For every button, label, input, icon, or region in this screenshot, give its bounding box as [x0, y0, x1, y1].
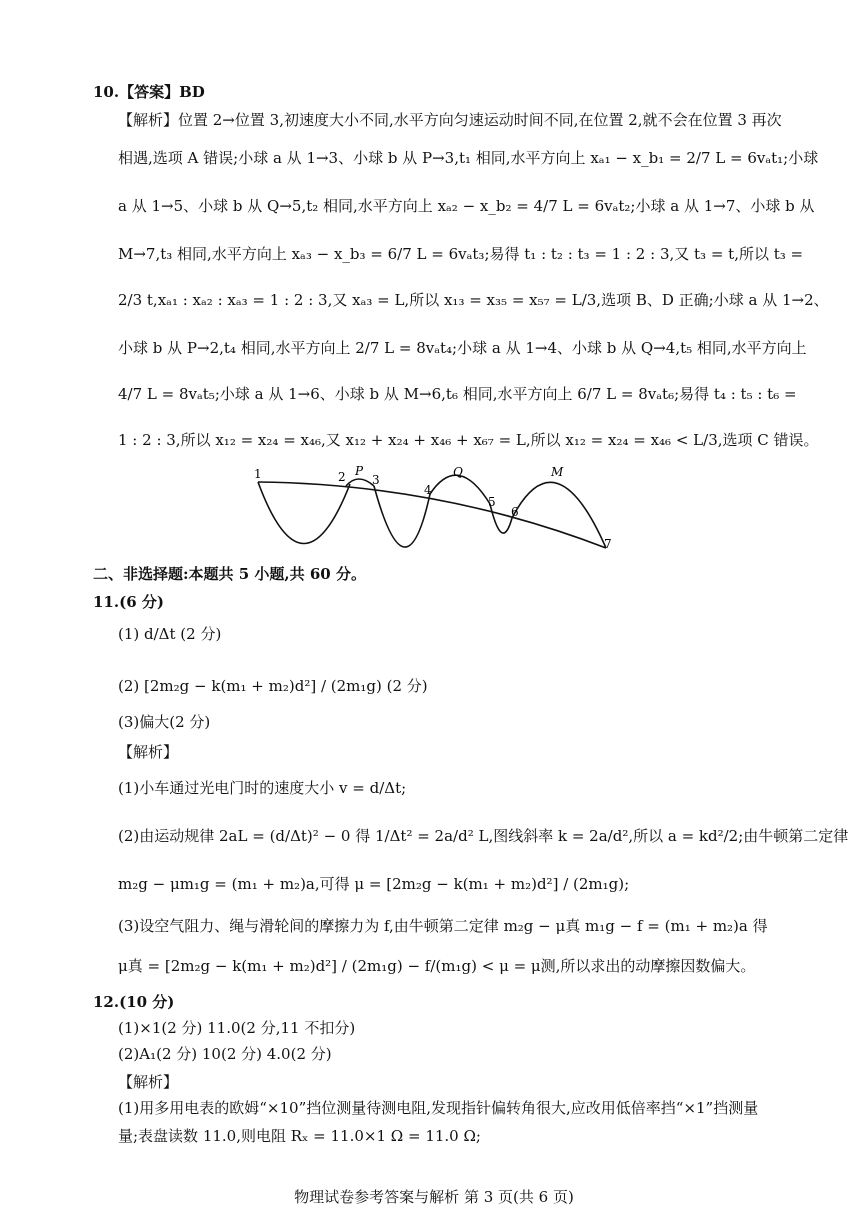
label-4: 4: [424, 483, 432, 497]
label-5: 5: [488, 495, 496, 509]
q10-line-5: 2/3 t,xₐ₁ : xₐ₂ : xₐ₃ = 1 : 2 : 3,又 xₐ₃ = L,所以 x₁₃ = x₃₅ = x₅₇ = L/3,选项 B、D 正确;小球 a 从 1→2、: [118, 291, 829, 309]
q10-line-3: a 从 1→5、小球 b 从 Q→5,t₂ 相同,水平方向上 xₐ₂ − x_b₂ = 4/7 L = 6vₐt₂;小球 a 从 1→7、小球 b 从: [118, 197, 815, 215]
q10-answer: 10.【答案】BD: [93, 83, 205, 101]
arc-2: [374, 486, 430, 547]
label-3: 3: [372, 473, 380, 487]
q10-line-4: M→7,t₃ 相同,水平方向上 xₐ₃ − x_b₃ = 6/7 L = 6vₐt₃;易得 t₁ : t₂ : t₃ = 1 : 2 : 3,又 t₃ = t,所以 t₃ =: [118, 245, 804, 263]
trajectory-diagram: [240, 464, 630, 554]
label-m: M: [551, 465, 564, 479]
q11-analysis-2: (2)由运动规律 2aL = (d/Δt)² − 0 得 1/Δt² = 2a/d² L,图线斜率 k = 2a/d²,所以 a = kd²/2;由牛顿第二定律: [118, 827, 849, 845]
q11-analysis-4: (3)设空气阻力、绳与滑轮间的摩擦力为 f,由牛顿第二定律 m₂g − μ真 m₁g − f = (m₁ + m₂)a 得: [118, 917, 768, 935]
arc-1: [258, 482, 350, 544]
q10-line-2: 相遇,选项 A 错误;小球 a 从 1→3、小球 b 从 P→3,t₁ 相同,水平方向上 xₐ₁ − x_b₁ = 2/7 L = 6vₐt₁;小球: [118, 149, 819, 167]
label-6: 6: [511, 505, 519, 519]
q12-analysis-label: 【解析】: [118, 1073, 179, 1091]
q11-answer-1: (1) d/Δt (2 分): [118, 625, 222, 643]
page-footer: 物理试卷参考答案与解析 第 3 页(共 6 页): [294, 1188, 574, 1206]
q12-header: 12.(10 分): [93, 993, 175, 1011]
label-1: 1: [254, 467, 262, 481]
label-2: 2: [338, 470, 346, 484]
q11-analysis-5: μ真 = [2m₂g − k(m₁ + m₂)d²] / (2m₁g) − f/(m₁g) < μ = μ测,所以求出的动摩擦因数偏大。: [118, 957, 756, 975]
section-2-title: 二、非选择题:本题共 5 小题,共 60 分。: [93, 565, 366, 583]
q11-analysis-1: (1)小车通过光电门时的速度大小 v = d/Δt;: [118, 779, 407, 797]
q12-analysis-1: (1)用多用电表的欧姆“×10”挡位测量待测电阻,发现指针偏转角很大,应改用低倍率挡“×1”挡测量: [118, 1099, 759, 1117]
q11-analysis-3: m₂g − μm₁g = (m₁ + m₂)a,可得 μ = [2m₂g − k(m₁ + m₂)d²] / (2m₁g);: [118, 875, 630, 893]
q10-line-7: 4/7 L = 8vₐt₅;小球 a 从 1→6、小球 b 从 M→6,t₆ 相同,水平方向上 6/7 L = 8vₐt₆;易得 t₄ : t₅ : t₆ =: [118, 385, 797, 403]
q11-analysis-label: 【解析】: [118, 743, 179, 761]
q11-answer-3: (3)偏大(2 分): [118, 713, 211, 731]
q12-answer-2: (2)A₁(2 分) 10(2 分) 4.0(2 分): [118, 1045, 332, 1063]
q10-line-6: 小球 b 从 P→2,t₄ 相同,水平方向上 2/7 L = 8vₐt₄;小球 a 从 1→4、小球 b 从 Q→4,t₅ 相同,水平方向上: [118, 339, 807, 357]
label-p: P: [355, 464, 364, 478]
q10-line-8: 1 : 2 : 3,所以 x₁₂ = x₂₄ = x₄₆,又 x₁₂ + x₂₄ + x₄₆ + x₆₇ = L,所以 x₁₂ = x₂₄ = x₄₆ < L/3,选项 C 错误。: [118, 431, 819, 449]
label-7: 7: [604, 537, 612, 551]
q11-answer-2: (2) [2m₂g − k(m₁ + m₂)d²] / (2m₁g) (2 分): [118, 677, 428, 695]
q12-answer-1: (1)×1(2 分) 11.0(2 分,11 不扣分): [118, 1019, 356, 1037]
q11-header: 11.(6 分): [93, 593, 164, 611]
arc-top-m: [512, 482, 606, 548]
label-q: Q: [453, 465, 463, 479]
q10-line-1: 【解析】位置 2→位置 3,初速度大小不同,水平方向匀速运动时间不同,在位置 2,就不会在位置 3 再次: [118, 111, 782, 129]
q12-analysis-2: 量;表盘读数 11.0,则电阻 Rₓ = 11.0×1 Ω = 11.0 Ω;: [118, 1127, 481, 1145]
